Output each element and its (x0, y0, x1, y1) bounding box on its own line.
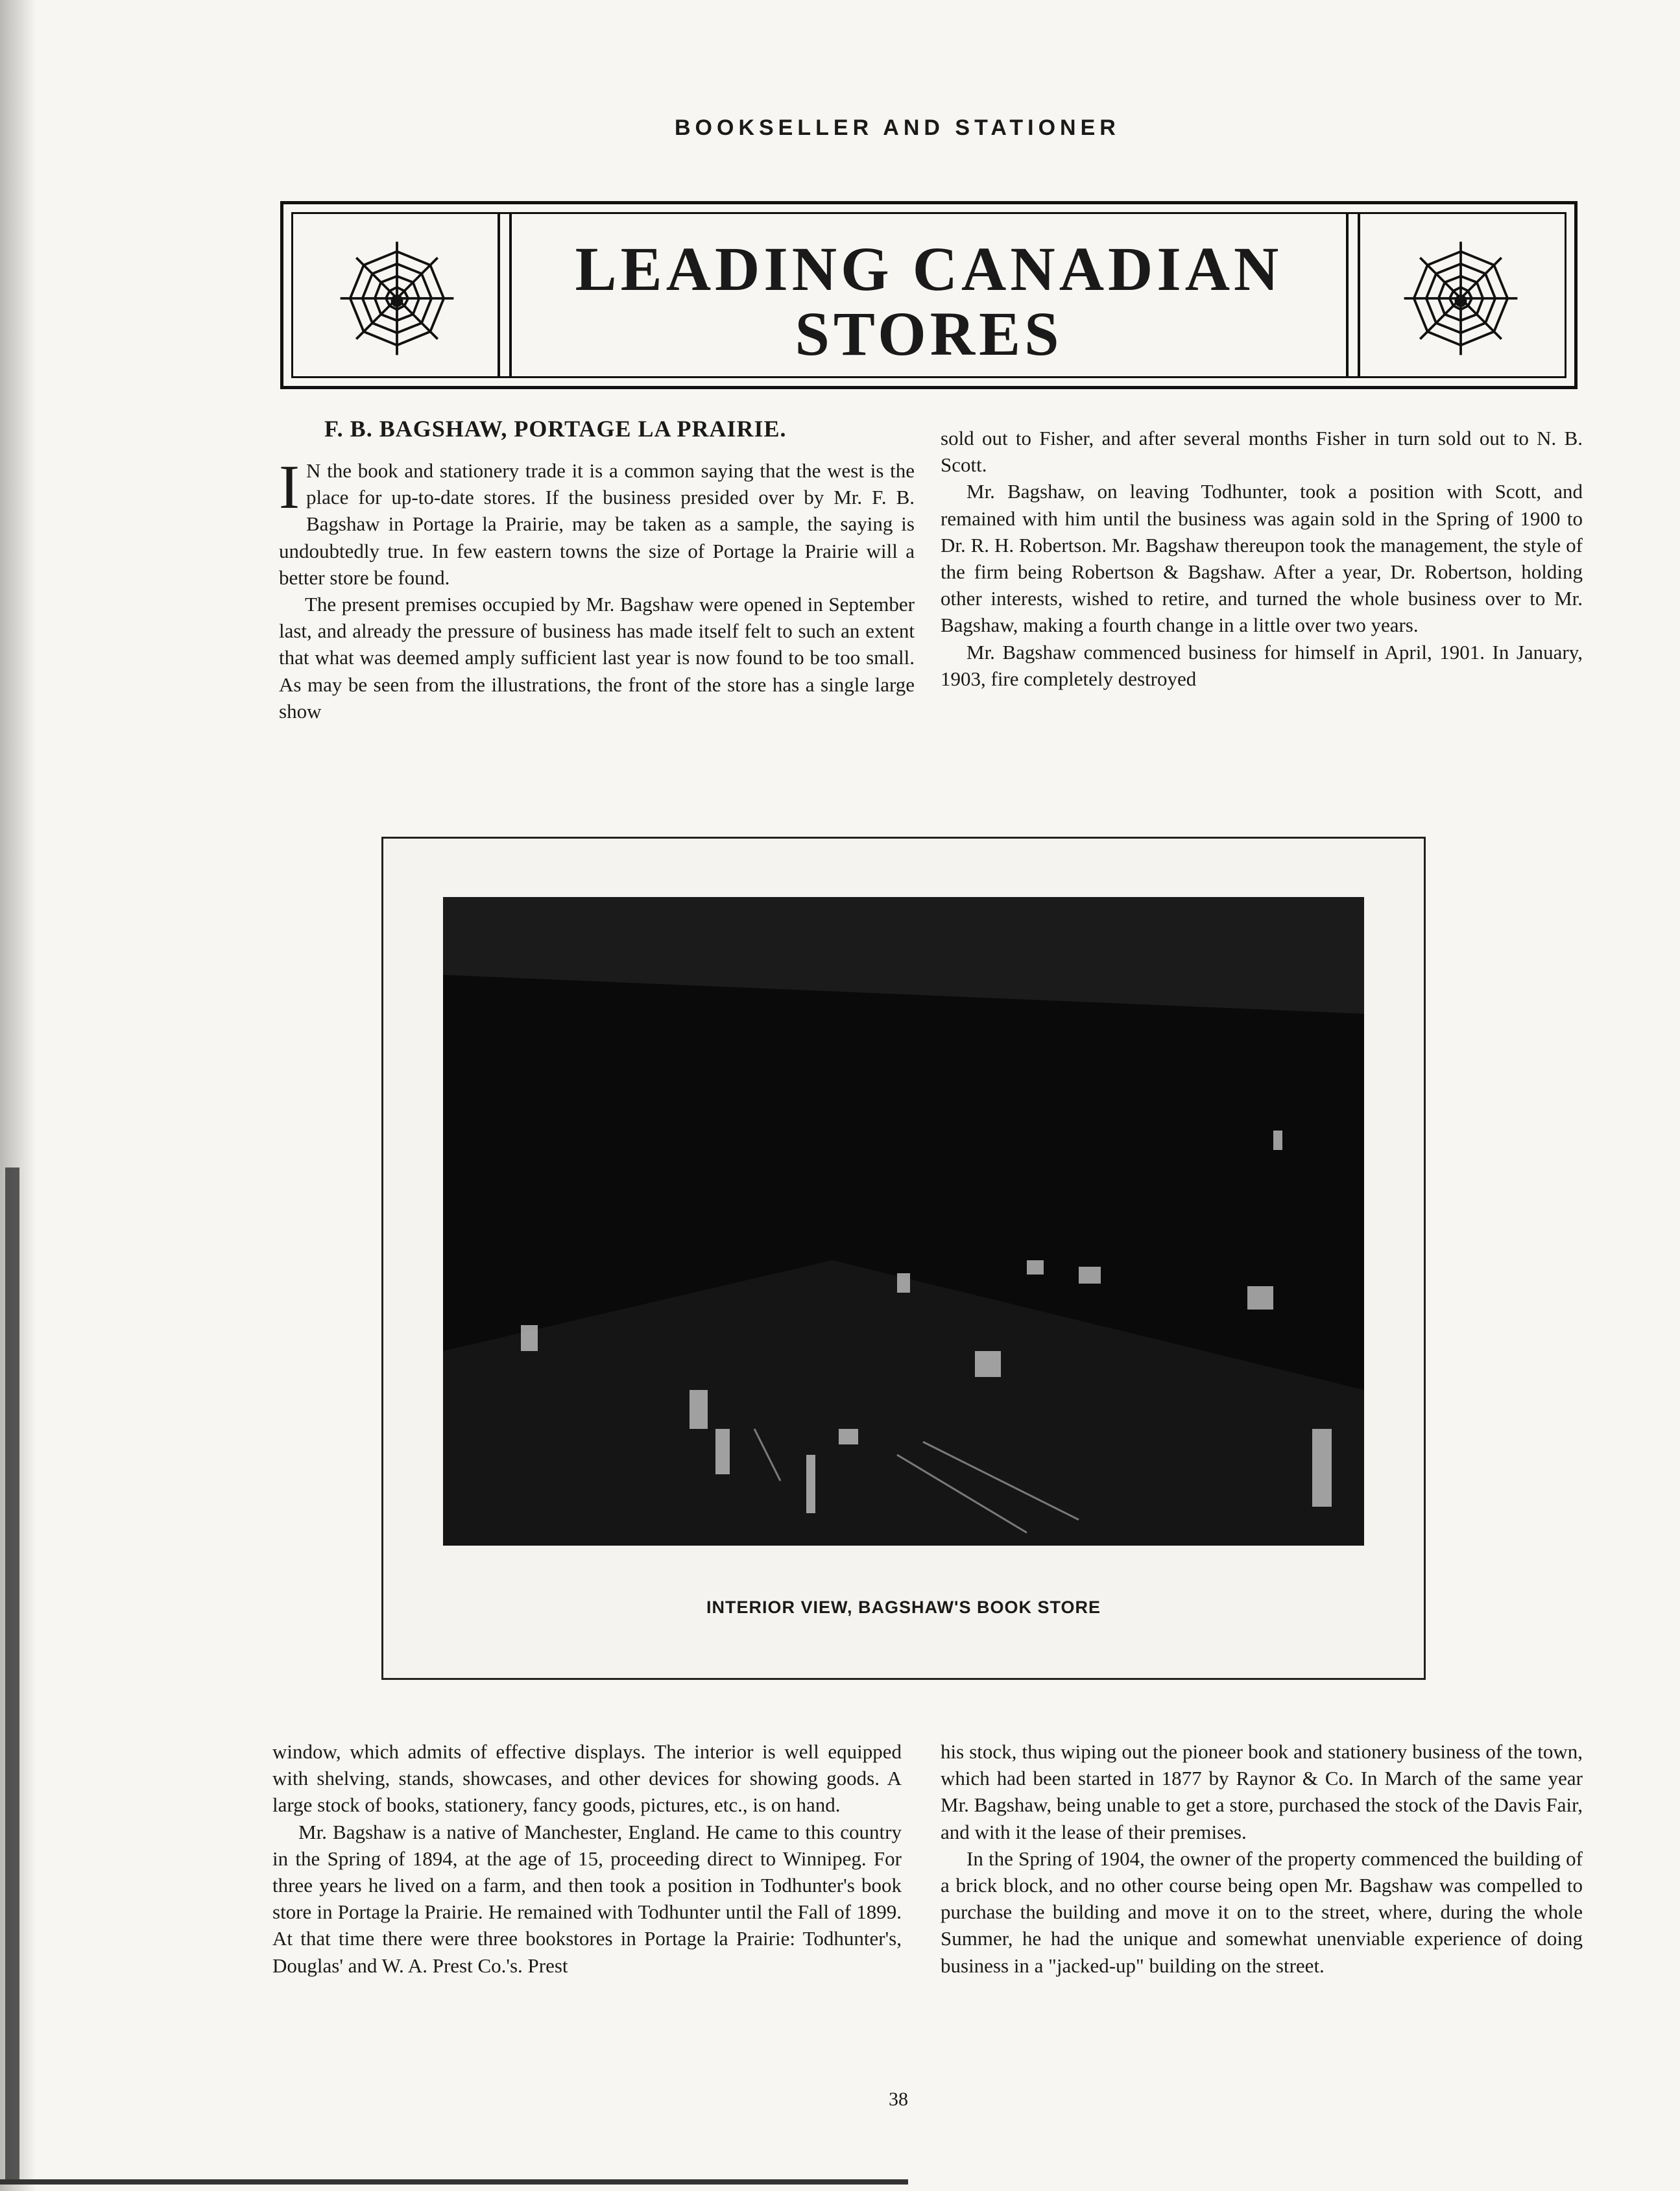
banner-title-line2: STORES (795, 299, 1063, 368)
interior-photo (443, 897, 1364, 1546)
scan-binding-strip (5, 1167, 19, 2179)
banner-title-line1: LEADING CANADIAN (575, 234, 1283, 304)
spider-web-icon (335, 237, 459, 360)
article-heading: F. B. BAGSHAW, PORTAGE LA PRAIRIE. (324, 416, 787, 442)
paragraph: Mr. Bagshaw commenced business for himself in April, 1901. In January, 1903, fire completely destroyed (941, 640, 1583, 690)
paragraph: sold out to Fisher, and after several months Fisher in turn sold out to N. B. Scott. (941, 427, 1583, 477)
banner-divider-left (498, 212, 512, 378)
banner-title (517, 234, 1341, 368)
figure-frame (381, 837, 1426, 1680)
column-2-bottom (941, 1738, 1583, 2089)
column-1-bottom (272, 1738, 902, 2089)
drop-cap: I (279, 452, 300, 521)
paragraph: The present premises occupied by Mr. Bagshaw were opened in September last, and already the pressure of business has made itself felt to such an extent that what was deemed amply sufficient last year is now found to be too small. As may be seen from the illustrations, the front of the store has a single large show (279, 593, 915, 723)
running-head: BOOKSELLER AND STATIONER (675, 115, 1120, 140)
column-1-top (279, 452, 915, 795)
spider-web-icon (1399, 237, 1522, 360)
scan-bottom-edge (0, 2179, 908, 2185)
paragraph: I N the book and stationery trade it is a common saying that the west is the place for up-to-date stores. If the business presided over by Mr. F. B. Bagshaw in Portage la Prairie, may be taken as a sample, the saying is undoubtedly true. In few eastern towns the size of Portage la Prairie will a better store be found. (279, 452, 915, 589)
banner-divider-right (1346, 212, 1360, 378)
paragraph: Mr. Bagshaw is a native of Manchester, England. He came to this country in the Spring of 1894, at the age of 15, proceeding direct to Winnipeg. For three years he lived on a farm, and then took a position in Todhunter's book store in Portage la Prairie. He remained with Todhunter until the Fall of 1899. At that time there were three bookstores in Portage la Prairie: Todhunter's, Douglas' and W. A. Prest Co.'s. Prest (272, 1820, 902, 1977)
column-2-top (941, 425, 1583, 801)
paragraph: his stock, thus wiping out the pioneer book and stationery business of the town, which had been started in 1877 by Raynor & Co. In March of the same year Mr. Bagshaw, being unable to get a store, purchased the stock of the Davis Fair, and with it the lease of their premises. (941, 1740, 1583, 1843)
section-banner (280, 201, 1578, 389)
figure-caption: INTERIOR VIEW, BAGSHAW'S BOOK STORE (706, 1598, 1101, 1617)
paragraph: window, which admits of effective displays. The interior is well equipped with shelving, stands, showcases, and other devices for showing goods. A large stock of books, stationery, fancy goods, pictures, etc., is on hand. (272, 1740, 902, 1817)
paragraph: Mr. Bagshaw, on leaving Todhunter, took a position with Scott, and remained with him until the business was again sold in the Spring of 1900 to Dr. R. H. Robertson. Mr. Bagshaw thereupon took the management, the style of the firm being Robertson & Bagshaw. After a year, Dr. Robertson, holding other interests, wished to retire, and turned the whole business over to Mr. Bagshaw, making a fourth change in a little over two years. (941, 480, 1583, 637)
paragraph: In the Spring of 1904, the owner of the property commenced the building of a brick block, and no other course being open Mr. Bagshaw was compelled to purchase the building and move it on to the street, where, during the whole Summer, he had the unique and somewhat unenviable experience of doing business in a "jacked-up" building on the street. (941, 1847, 1583, 1977)
page-number: 38 (889, 2089, 908, 2110)
